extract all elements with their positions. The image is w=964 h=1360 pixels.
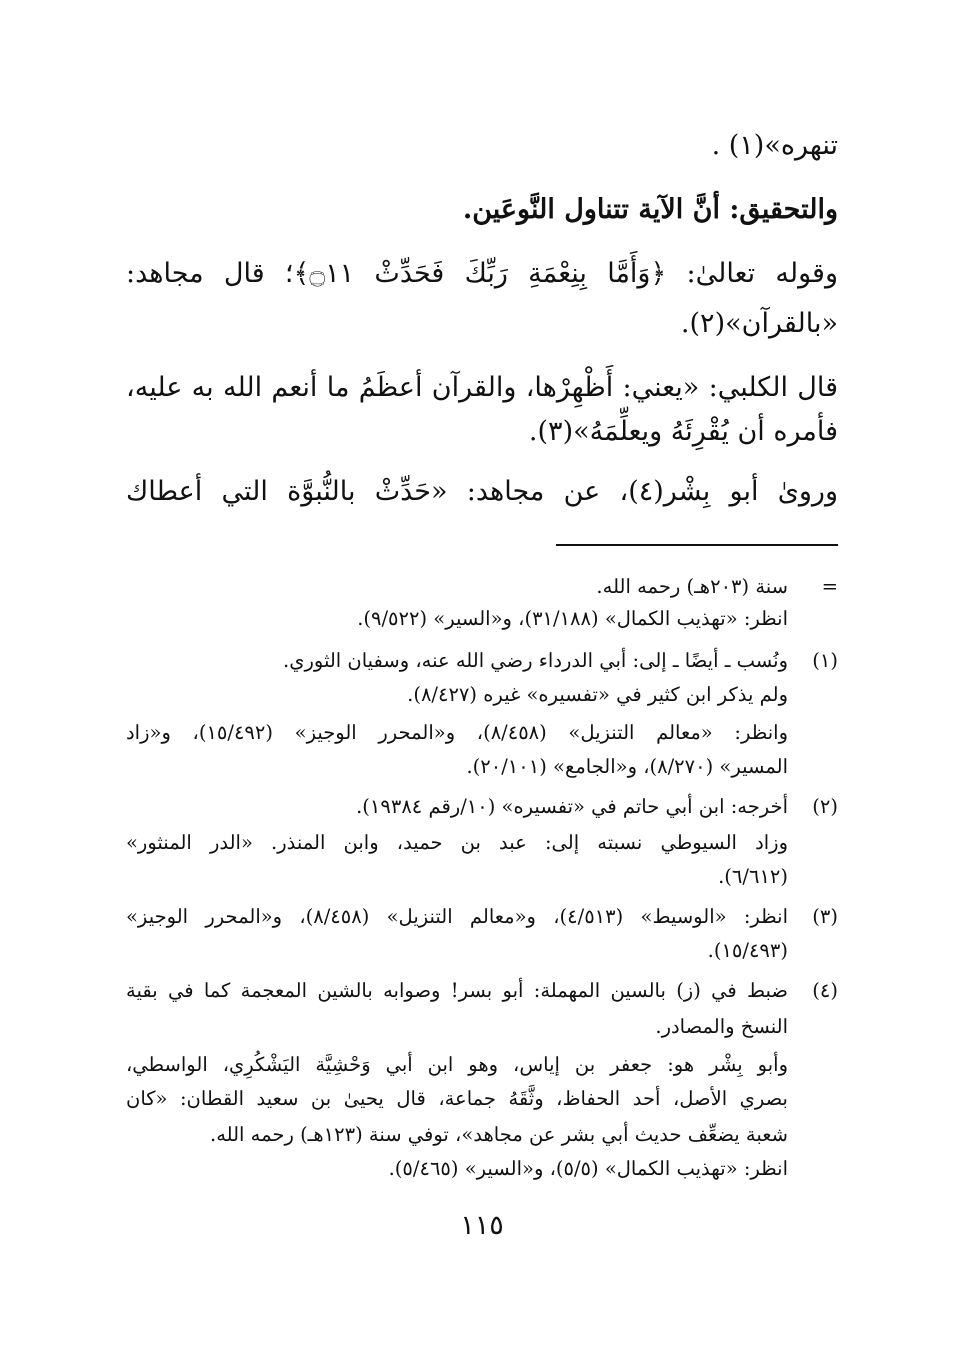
footnote-4-line-1: ضبط في (ز) بالسين المهملة: أبو بسر! وصوابه بالشين المعجمة كما في بقية (126, 979, 788, 1002)
footnote-2-line-2: وزاد السيوطي نسبته إلى: عبد بن حميد، وابن المنذر. «الدر المنثور» (126, 831, 788, 854)
footnote-1-line-3: وانظر: «معالم التنزيل» (٨/٤٥٨)، و«المحرر الوجيز» (١٥/٤٩٢)، و«زاد (126, 721, 788, 744)
main-line-7: وروىٰ أبو بِشْر(٤)، عن مجاهد: «حَدِّثْ بالنُّبوَّة التي أعطاك (126, 476, 838, 507)
footnote-number-3: (٣) (812, 905, 838, 928)
footnote-1-line-1: ونُسب ـ أيضًا ـ إلى: أبي الدرداء رضي الله عنه، وسفيان الثوري. (283, 649, 788, 672)
footnote-number-4: (٤) (812, 979, 838, 1002)
page-number: ١١٥ (460, 1210, 504, 1241)
footnote-continuation-line-1: سنة (٢٠٣هـ) رحمه الله. (596, 575, 788, 598)
footnote-3-line-1: انظر: «الوسيط» (٤/٥١٣)، و«معالم التنزيل» (٨/٤٥٨)، و«المحرر الوجيز» (126, 905, 788, 928)
main-line-2: والتحقيق: أنَّ الآية تتناول النَّوعَين. (462, 194, 838, 225)
main-line-3: وقوله تعالىٰ: ﴿وَأَمَّا بِنِعْمَةِ رَبِّكَ فَحَدِّثْ ۝١١﴾؛ قال مجاهد: (126, 258, 838, 289)
main-line-4: «بالقرآن»(٢). (680, 308, 838, 339)
footnote-number-2: (٢) (812, 795, 838, 818)
footnote-continuation-mark: = (821, 575, 838, 598)
footnote-1-line-2: ولم يذكر ابن كثير في «تفسيره» غيره (٨/٤٢٧). (407, 683, 788, 706)
main-line-1: تنهره»(١) . (711, 130, 838, 161)
footnote-4-line-6: انظر: «تهذيب الكمال» (٥/٥)، و«السير» (٥/٤٦٥). (388, 1157, 788, 1180)
footnote-4-line-3: وأبو بِشْر هو: جعفر بن إياس، وهو ابن أبي وَحْشِيَّة اليَشْكُرِي، الواسطي، (126, 1053, 788, 1076)
footnote-4-line-5: شعبة يضعِّف حديث أبي بشر عن مجاهد»، توفي سنة (١٢٣هـ) رحمه الله. (210, 1123, 788, 1146)
footnote-continuation-line-2: انظر: «تهذيب الكمال» (٣١/١٨٨)، و«السير» (٩/٥٢٢). (357, 607, 788, 630)
footnote-4-line-2: النسخ والمصادر. (655, 1015, 788, 1038)
main-line-5: قال الكلبي: «يعني: أَظْهِرْها، والقرآن أعظَمُ ما أنعم الله به عليه، (126, 372, 838, 403)
footnote-1-line-4: المسير» (٨/٢٧٠)، و«الجامع» (٢٠/١٠١). (466, 755, 788, 778)
footnote-separator (556, 544, 838, 546)
main-line-6: فأمره أن يُقْرِئَهُ ويعلِّمَهُ»(٣). (528, 416, 838, 447)
footnote-4-line-4: بصري الأصل، أحد الحفاظ، وثَّقَهُ جماعة، قال يحيىٰ بن سعيد القطان: «كان (126, 1087, 788, 1110)
footnote-3-line-2: (١٥/٤٩٣). (707, 939, 788, 962)
footnote-2-line-1: أخرجه: ابن أبي حاتم في «تفسيره» (١٠/رقم ١٩٣٨٤). (356, 795, 788, 818)
footnote-number-1: (١) (812, 649, 838, 672)
footnote-2-line-3: (٦/٦١٢). (718, 865, 788, 888)
